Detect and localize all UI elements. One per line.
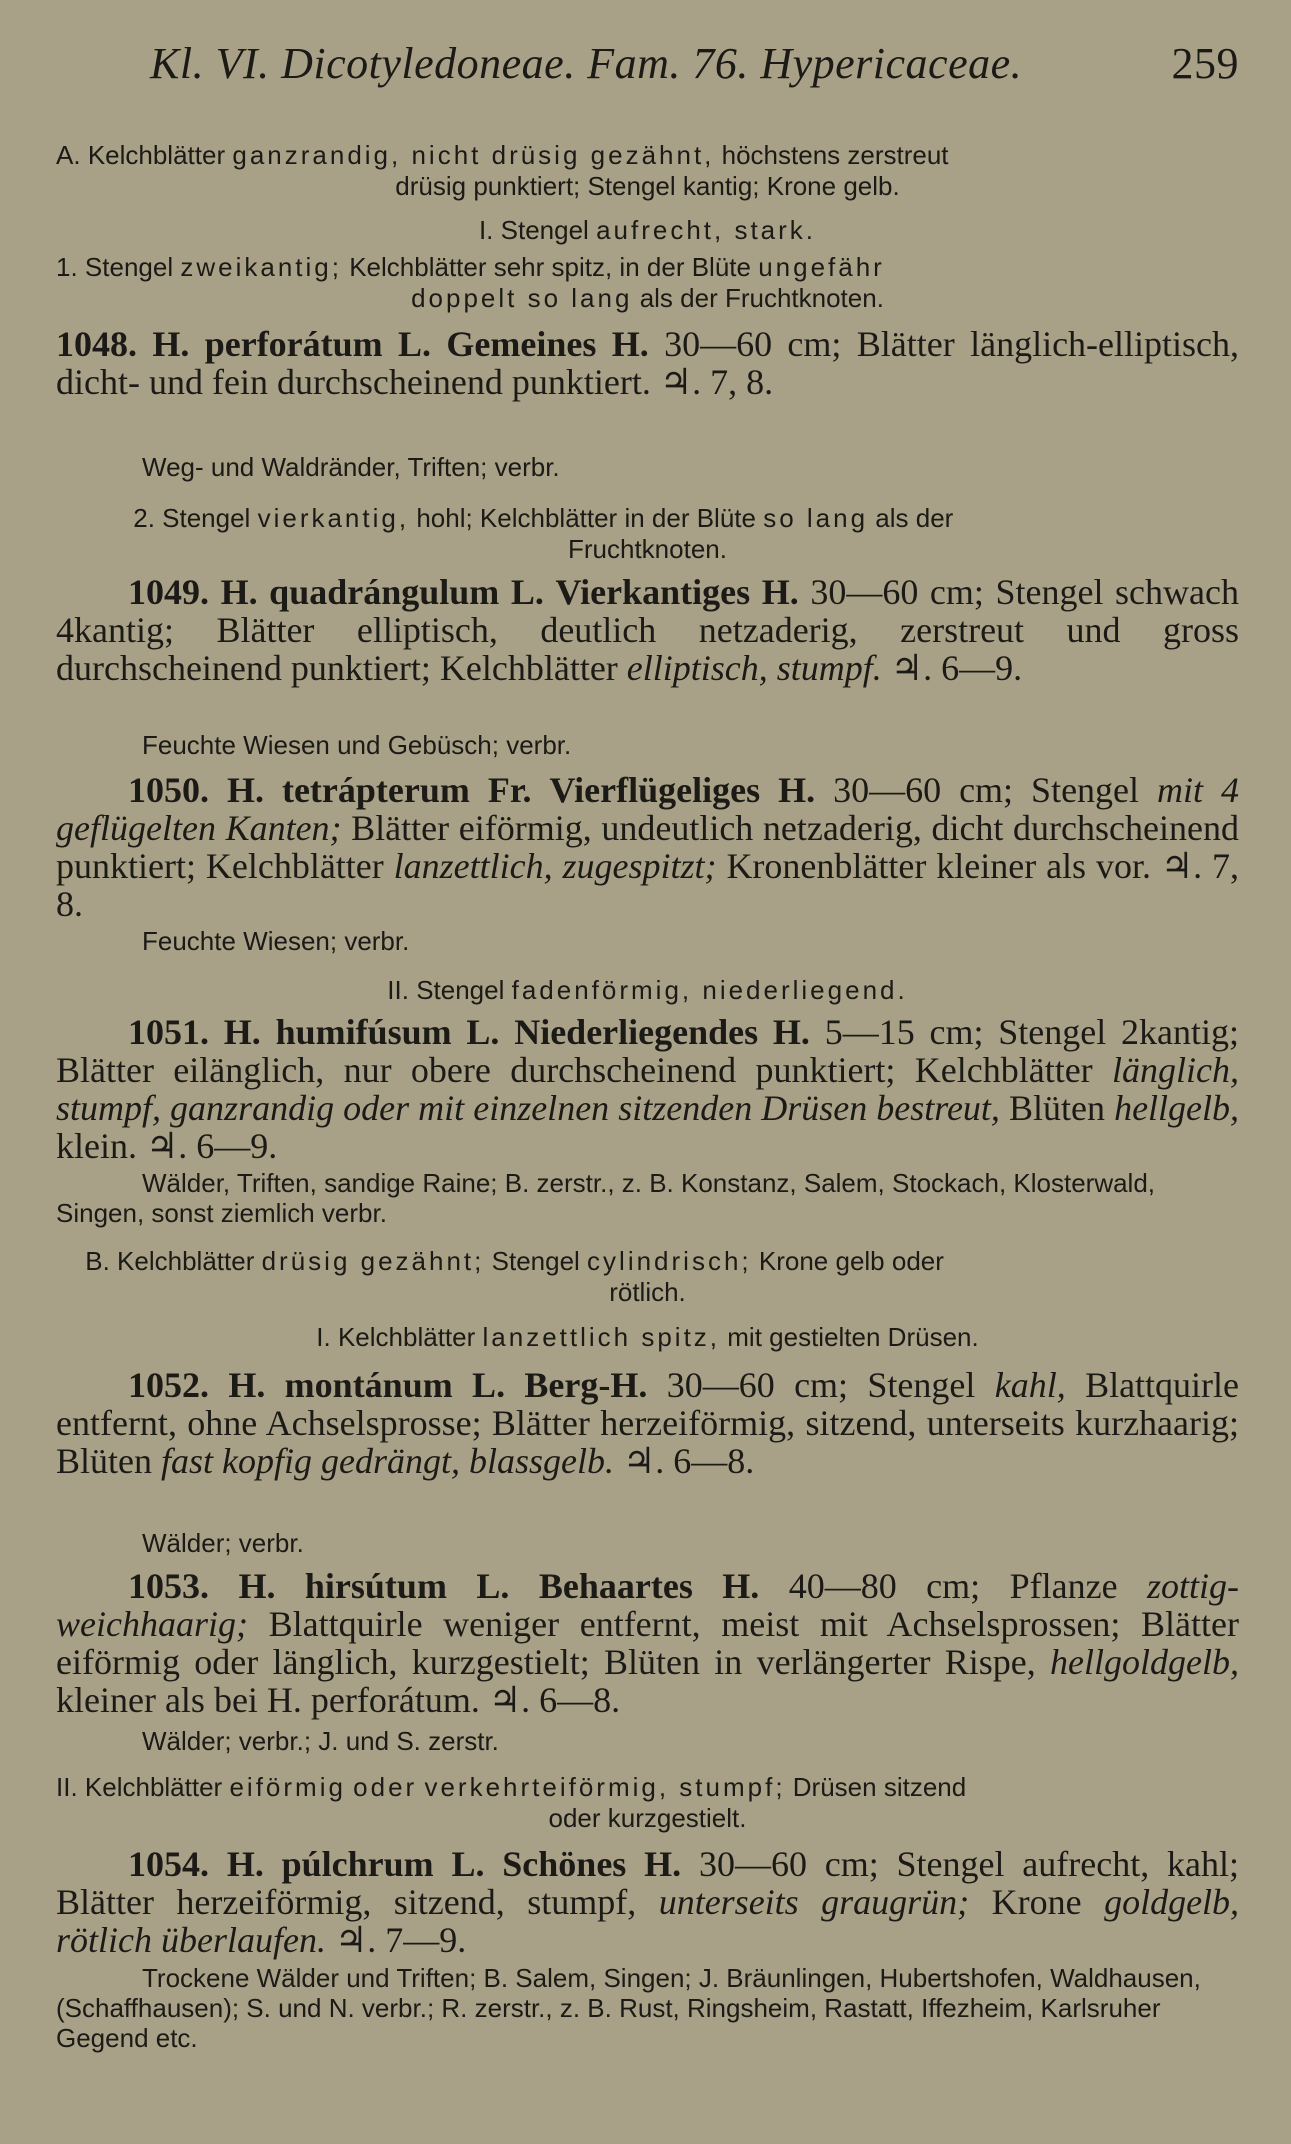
key-a-i: I. Stengel aufrecht, stark. (478, 215, 817, 245)
species-entry-1052: 1052. H. montánum L. Berg-H. 30—60 cm; Stengel kahl, Blattquirle entfernt, ohne Achselsprosse; Blätter herzeiförmig, sitzend, unterseits kurzhaarig; Blüten fast kopfig gedrängt, blassgelb. ♃. 6—8. (56, 1365, 1240, 1481)
habitat-1048: Weg- und Waldränder, Triften; verbr. (142, 452, 560, 482)
habitat-1051: Wälder, Triften, sandige Raine; B. zerstr., z. B. Konstanz, Salem, Stockach, Klosterwald, Singen, sonst ziemlich verbr. (56, 1168, 1156, 1228)
running-title: Kl. VI. Dicotyledoneae. Fam. 76. Hypericaceae. (150, 39, 1023, 88)
habitat-1054: Trockene Wälder und Triften; B. Salem, Singen; J. Bräunlingen, Hubertshofen, Waldhausen, (Schaffhausen); S. und N. verbr.; R. zerstr., z. B. Rust, Ringsheim, Rastatt, Iffezheim, Karlsruher Gegend etc. (56, 1963, 1201, 2053)
species-entry-1049: 1049. H. quadrángulum L. Vierkantiges H. 30—60 cm; Stengel schwach 4kantig; Blätter elliptisch, deutlich netzaderig, zerstreut und gross durchscheinend punktiert; Kelchblätter elliptisch, stumpf. ♃. 6—9. (56, 572, 1239, 688)
species-entry-1051: 1051. H. humifúsum L. Niederliegendes H. 5—15 cm; Stengel 2kantig; Blätter eilänglich, nur obere durchscheinend punktiert; Kelchblätter länglich, stumpf, ganzrandig oder mit einzelnen sitzenden Drüsen bestreut, Blüten hellgelb, klein. ♃. 6—9. (56, 1012, 1240, 1166)
key-b-ii: II. Kelchblätter eiförmig oder verkehrteiförmig, stumpf; Drüsen sitzend oder kurzgestielt. (56, 1772, 967, 1833)
species-entry-1050: 1050. H. tetrápterum Fr. Vierflügeliges H. 30—60 cm; Stengel mit 4 geflügelten Kanten; Blätter eiförmig, undeutlich netzaderig, dicht durchscheinend punktiert; Kelchblätter lanzettlich, zugespitzt; Kronenblätter kleiner als vor. ♃. 7, 8. (56, 770, 1240, 924)
key-b: B. Kelchblätter drüsig gezähnt; Stengel cylindrisch; Krone gelb oder rötlich. (85, 1246, 944, 1307)
running-head (150, 38, 1239, 89)
habitat-1049: Feuchte Wiesen und Gebüsch; verbr. (142, 730, 572, 760)
species-entry-1048: 1048. H. perforátum L. Gemeines H. 30—60 cm; Blätter länglich-elliptisch, dicht- und fein durchscheinend punktiert. ♃. 7, 8. (56, 324, 1240, 402)
key-b-i: I. Kelchblätter lanzettlich spitz, mit gestielten Drüsen. (316, 1322, 979, 1352)
key-label: A. (56, 140, 81, 170)
species-entry-1053: 1053. H. hirsútum L. Behaartes H. 40—80 cm; Pflanze zottig-weichhaarig; Blattquirle weniger entfernt, meist mit Achselsprossen; Blätter eiförmig oder länglich, kurzgestielt; Blüten in verlängerter Rispe, hellgoldgelb, kleiner als bei H. perforátum. ♃. 6—8. (56, 1566, 1240, 1720)
key-1: 1. Stengel zweikantig; Kelchblätter sehr spitz, in der Blüte ungefähr doppelt so lang als der Fruchtknoten. (56, 252, 885, 313)
habitat-1053: Wälder; verbr.; J. und S. zerstr. (142, 1726, 499, 1756)
key-a-ii: II. Stengel fadenförmig, niederliegend. (387, 975, 908, 1005)
page-number: 259 (1171, 39, 1239, 88)
key-2: 2. Stengel vierkantig, hohl; Kelchblätter in der Blüte so lang als der Fruchtknoten. (133, 503, 954, 564)
key-a: A. Kelchblätter ganzrandig, nicht drüsig gezähnt, höchstens zerstreut drüsig punktiert; Stengel kantig; Krone gelb. (56, 140, 949, 201)
species-entry-1054: 1054. H. púlchrum L. Schönes H. 30—60 cm; Stengel aufrecht, kahl; Blätter herzeiförmig, sitzend, stumpf, unterseits graugrün; Krone goldgelb, rötlich überlaufen. ♃. 7—9. (56, 1844, 1240, 1960)
habitat-1050: Feuchte Wiesen; verbr. (142, 926, 410, 956)
habitat-1052: Wälder; verbr. (142, 1528, 304, 1558)
